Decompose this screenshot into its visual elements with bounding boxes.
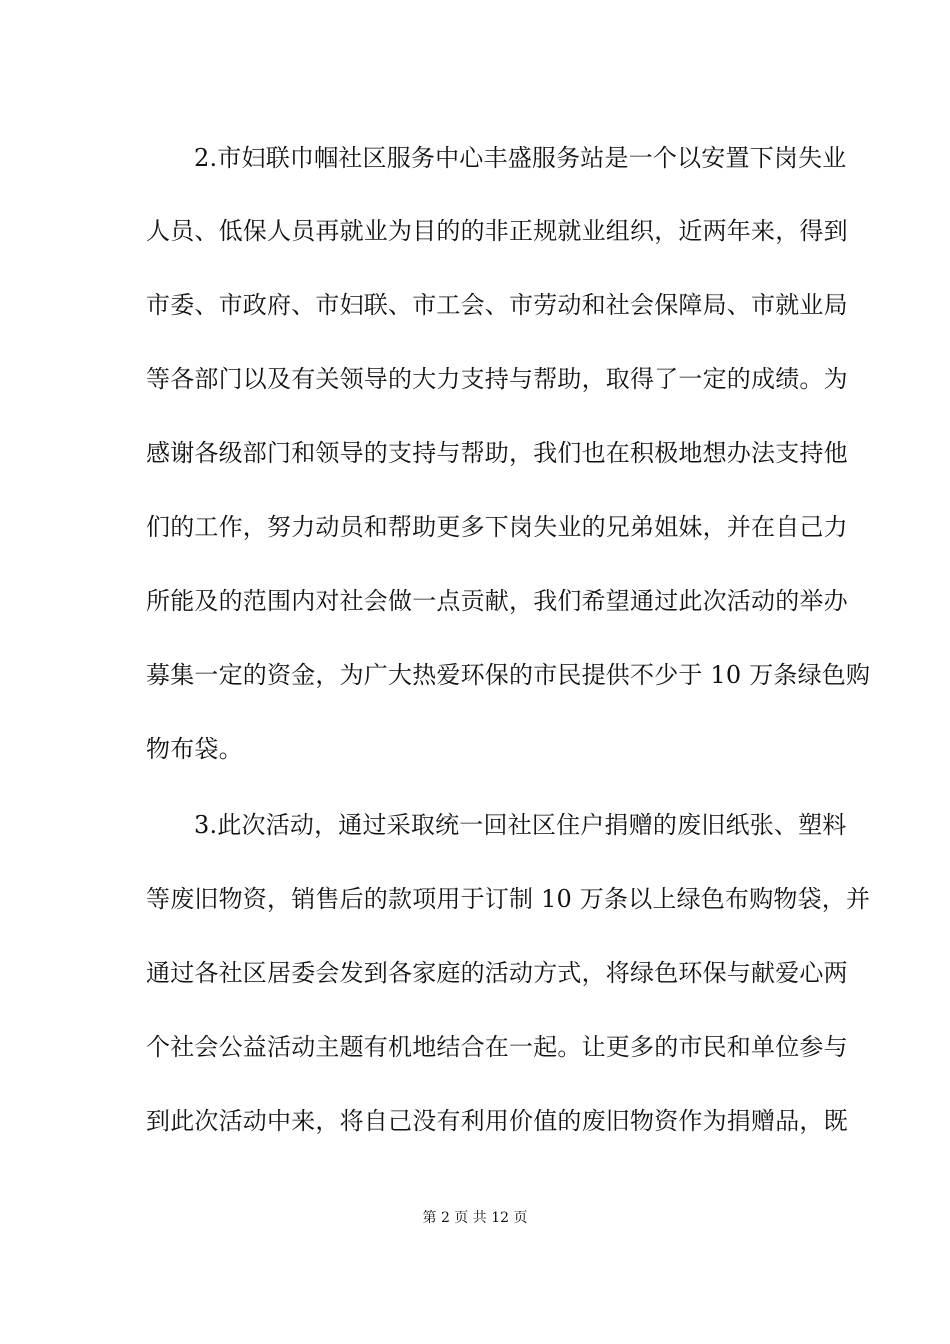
text-line: 通过各社区居委会发到各家庭的活动方式，将绿色环保与献爱心两 bbox=[146, 959, 848, 987]
page-number-footer: 第 2 页 共 12 页 bbox=[422, 1210, 528, 1226]
text-line: 感谢各级部门和领导的支持与帮助，我们也在积极地想办法支持他 bbox=[146, 439, 848, 467]
text-line: 募集一定的资金，为广大热爱环保的市民提供不少于 10 万条绿色购 bbox=[146, 661, 871, 689]
text-line: 市委、市政府、市妇联、市工会、市劳动和社会保障局、市就业局 bbox=[146, 291, 848, 319]
text-line: 物布袋。 bbox=[146, 735, 243, 763]
text-line: 等各部门以及有关领导的大力支持与帮助，取得了一定的成绩。为 bbox=[146, 365, 848, 393]
text-line: 所能及的范围内对社会做一点贡献，我们希望通过此次活动的举办 bbox=[146, 587, 848, 615]
text-line: 到此次活动中来，将自己没有利用价值的废旧物资作为捐赠品，既 bbox=[146, 1107, 848, 1135]
text-line: 个社会公益活动主题有机地结合在一起。让更多的市民和单位参与 bbox=[146, 1033, 848, 1061]
text-line: 们的工作，努力动员和帮助更多下岗失业的兄弟姐妹，并在自己力 bbox=[146, 513, 848, 541]
text-line: 人员、低保人员再就业为目的的非正规就业组织，近两年来，得到 bbox=[146, 217, 848, 245]
text-line: 2.市妇联巾帼社区服务中心丰盛服务站是一个以安置下岗失业 bbox=[194, 144, 847, 172]
text-line: 等废旧物资，销售后的款项用于订制 10 万条以上绿色布购物袋，并 bbox=[146, 885, 871, 913]
text-line: 3.此次活动，通过采取统一回社区住户捐赠的废旧纸张、塑料 bbox=[194, 811, 847, 839]
